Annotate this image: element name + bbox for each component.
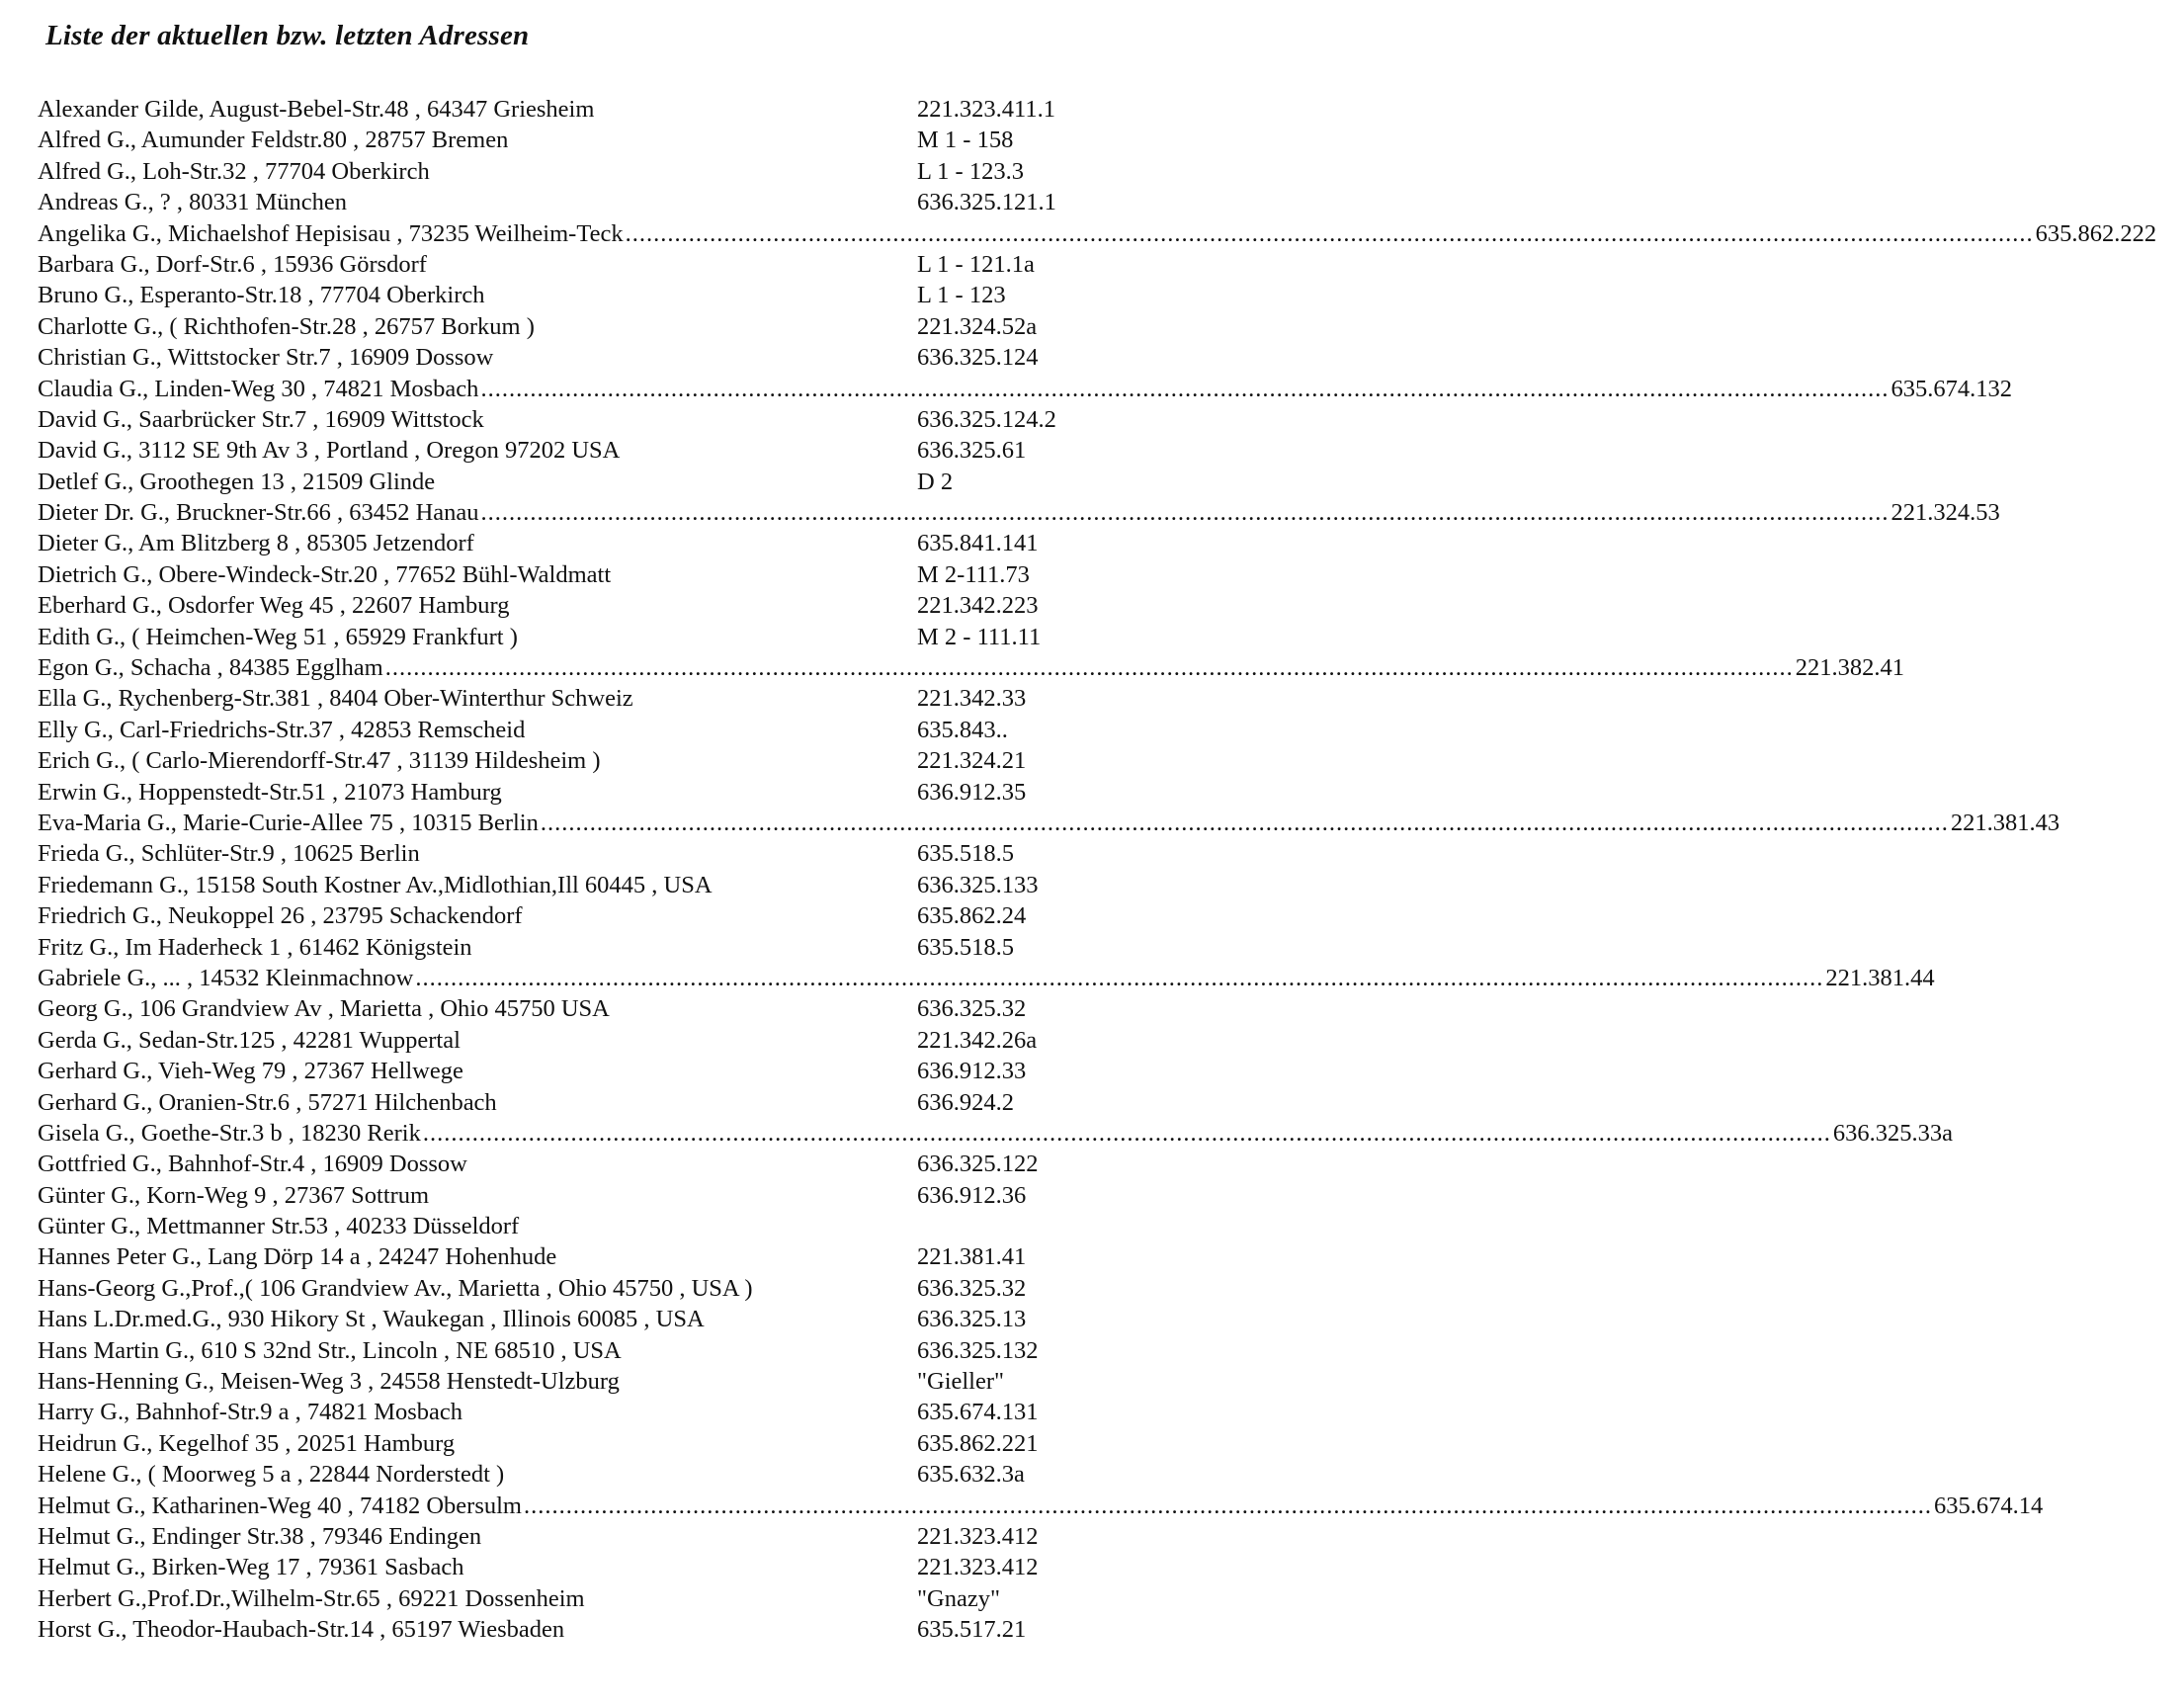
address-text: Gerhard G., Vieh-Weg 79 , 27367 Hellwege [38,1058,463,1085]
reference-code: M 1 - 158 [917,127,1014,154]
address-text: Gerhard G., Oranien-Str.6 , 57271 Hilchenbach [38,1088,497,1116]
reference-code: 635.517.21 [917,1616,1027,1644]
reference-code: 636.924.2 [917,1088,1014,1116]
address-text: Eva-Maria G., Marie-Curie-Allee 75 , 10315 Berlin [38,809,539,836]
reference-code: 635.841.141 [917,530,1039,557]
page-title: Liste der aktuellen bzw. letzten Adressen [45,20,530,51]
address-text: Edith G., ( Heimchen-Weg 51 , 65929 Frankfurt ) [38,623,518,650]
list-item [38,932,1065,963]
list-item [38,652,1904,683]
address-text: Gabriele G., ... , 14532 Kleinmachnow [38,964,414,991]
reference-code: 221.381.44 [1825,964,1935,991]
address-text: Helmut G., Endinger Str.38 , 79346 Endingen [38,1522,482,1550]
list-item [38,777,1065,808]
address-text: Andreas G., ? , 80331 München [38,189,347,216]
address-text: Dieter G., Am Blitzberg 8 , 85305 Jetzendorf [38,530,474,557]
list-item [38,622,1065,652]
reference-code: 636.325.33a [1832,1119,1953,1147]
reference-code: 636.325.121.1 [917,189,1056,216]
address-text: Bruno G., Esperanto-Str.18 , 77704 Oberkirch [38,282,485,309]
address-text: Friedrich G., Neukoppel 26 , 23795 Schackendorf [38,902,523,930]
address-text: Helmut G., Birken-Weg 17 , 79361 Sasbach [38,1554,464,1581]
list-item [38,1428,1065,1459]
reference-code: 221.381.41 [917,1243,1027,1271]
list-item [38,435,1065,466]
list-item [38,1180,1065,1211]
address-text: Günter G., Mettmanner Str.53 , 40233 Düsseldorf [38,1213,520,1240]
list-item [38,745,1065,776]
list-item [38,280,1065,310]
address-text: Gisela G., Goethe-Str.3 b , 18230 Rerik [38,1119,421,1147]
address-text: Hans Martin G., 610 S 32nd Str., Lincoln , NE 68510 , USA [38,1336,622,1364]
address-text: Detlef G., Groothegen 13 , 21509 Glinde [38,468,436,495]
list-item [38,311,1065,342]
address-text: Dietrich G., Obere-Windeck-Str.20 , 77652 Bühl-Waldmatt [38,560,612,588]
reference-code: 635.674.132 [1890,375,2012,402]
reference-code: 221.323.411.1 [917,96,1055,123]
address-text: Heidrun G., Kegelhof 35 , 20251 Hamburg [38,1429,456,1457]
dot-leader: ........................................................................................................................................................................................................ [480,499,1890,527]
reference-code: 221.382.41 [1795,654,1904,682]
list-item [38,1397,1065,1427]
reference-code: 221.342.223 [917,592,1039,620]
address-text: Erich G., ( Carlo-Mierendorff-Str.47 , 31139 Hildesheim ) [38,747,601,775]
address-text: Claudia G., Linden-Weg 30 , 74821 Mosbach [38,375,479,402]
list-item [38,1211,1065,1241]
list-item [38,342,1065,373]
reference-code: 635.862.221 [917,1429,1039,1457]
address-text: Hans-Georg G.,Prof.,( 106 Grandview Av., Marietta , Ohio 45750 , USA ) [38,1274,753,1302]
reference-code: L 1 - 123 [917,282,1006,309]
reference-code: "Gnazy" [917,1584,1000,1612]
address-text: Erwin G., Hoppenstedt-Str.51 , 21073 Hamburg [38,778,502,806]
list-item [38,125,1065,155]
list-item [38,1149,1065,1179]
reference-code: 636.325.132 [917,1336,1039,1364]
list-item [38,1335,1065,1366]
list-item [38,590,1065,621]
list-item [38,1273,1065,1304]
address-text: Eberhard G., Osdorfer Weg 45 , 22607 Hamburg [38,592,510,620]
reference-code: 636.325.122 [917,1151,1039,1178]
list-item [38,404,1065,435]
reference-code: 635.518.5 [917,840,1014,868]
reference-code: 636.325.32 [917,1274,1027,1302]
address-text: Gottfried G., Bahnhof-Str.4 , 16909 Dossow [38,1151,467,1178]
address-text: Barbara G., Dorf-Str.6 , 15936 Görsdorf [38,250,427,278]
list-item [38,1087,1065,1118]
list-item [38,1521,1065,1552]
reference-code: 635.674.131 [917,1399,1039,1426]
list-item [38,249,1065,280]
address-text: Gerda G., Sedan-Str.125 , 42281 Wuppertal [38,1026,461,1054]
list-item [38,838,1065,869]
list-item [38,467,1065,497]
address-text: Horst G., Theodor-Haubach-Str.14 , 65197 Wiesbaden [38,1616,565,1644]
address-text: Ella G., Rychenberg-Str.381 , 8404 Ober-Winterthur Schweiz [38,685,633,713]
list-item [38,1583,1065,1614]
reference-code: 636.912.36 [917,1181,1027,1209]
dot-leader: ........................................................................................................................................................................................................ [625,219,2034,247]
list-item [38,374,2012,404]
reference-code: 635.674.14 [1933,1492,2044,1519]
dot-leader: ........................................................................................................................................................................................................ [415,964,1824,991]
reference-code: 635.862.222 [2035,219,2157,247]
address-text: Günter G., Korn-Weg 9 , 27367 Sottrum [38,1181,430,1209]
address-text: Alexander Gilde, August-Bebel-Str.48 , 64347 Griesheim [38,96,595,123]
list-item [38,808,2060,838]
reference-code: 221.324.53 [1890,499,2000,527]
address-text: Friedemann G., 15158 South Kostner Av.,Midlothian,Ill 60445 , USA [38,871,713,898]
reference-code: M 2-111.73 [917,560,1030,588]
list-item [38,1025,1065,1056]
reference-code: 221.323.412 [917,1554,1039,1581]
list-item [38,559,1065,590]
reference-code: 636.325.32 [917,995,1027,1023]
address-text: Alfred G., Loh-Str.32 , 77704 Oberkirch [38,157,430,185]
list-item [38,1614,1065,1645]
reference-code: 221.323.412 [917,1522,1039,1550]
list-item [38,528,1065,558]
list-item [38,1491,2044,1521]
list-item [38,715,1065,745]
reference-code: 636.325.13 [917,1306,1027,1333]
reference-code: 221.342.26a [917,1026,1038,1054]
address-text: David G., Saarbrücker Str.7 , 16909 Wittstock [38,405,484,433]
reference-code: "Gieller" [917,1368,1005,1396]
dot-leader: ........................................................................................................................................................................................................ [480,375,1890,402]
address-text: Charlotte G., ( Richthofen-Str.28 , 26757 Borkum ) [38,312,535,340]
reference-code: 636.325.61 [917,437,1027,465]
address-text: David G., 3112 SE 9th Av 3 , Portland , Oregon 97202 USA [38,437,621,465]
list-item [38,218,2157,249]
reference-code: 635.632.3a [917,1461,1025,1489]
address-text: Georg G., 106 Grandview Av , Marietta , Ohio 45750 USA [38,995,610,1023]
list-item [38,1459,1065,1490]
address-text: Egon G., Schacha , 84385 Egglham [38,654,383,682]
dot-leader: ........................................................................................................................................................................................................ [384,654,1794,682]
address-text: Hans L.Dr.med.G., 930 Hikory St , Waukegan , Illinois 60085 , USA [38,1306,705,1333]
reference-code: L 1 - 121.1a [917,250,1035,278]
list-item [38,156,1065,187]
list-item [38,963,1935,993]
list-item [38,1056,1065,1086]
address-list [38,94,2157,1646]
list-item [38,1366,1065,1397]
reference-code: M 2 - 111.11 [917,623,1042,650]
address-text: Angelika G., Michaelshof Hepisisau , 73235 Weilheim-Teck [38,219,624,247]
list-item [38,993,1065,1024]
reference-code: 636.325.124 [917,344,1039,372]
reference-code: D 2 [917,468,954,495]
dot-leader: ........................................................................................................................................................................................................ [540,809,1949,836]
address-text: Hannes Peter G., Lang Dörp 14 a , 24247 Hohenhude [38,1243,557,1271]
list-item [38,870,1065,900]
reference-code: 636.912.33 [917,1058,1027,1085]
reference-code: 221.342.33 [917,685,1027,713]
address-text: Christian G., Wittstocker Str.7 , 16909 Dossow [38,344,494,372]
reference-code: 221.381.43 [1950,809,2060,836]
address-text: Harry G., Bahnhof-Str.9 a , 74821 Mosbach [38,1399,463,1426]
reference-code: 636.912.35 [917,778,1027,806]
dot-leader: ........................................................................................................................................................................................................ [523,1492,1932,1519]
address-text: Frieda G., Schlüter-Str.9 , 10625 Berlin [38,840,420,868]
reference-code: 635.843.. [917,716,1008,743]
reference-code: 635.862.24 [917,902,1027,930]
address-text: Herbert G.,Prof.Dr.,Wilhelm-Str.65 , 69221 Dossenheim [38,1584,585,1612]
address-text: Fritz G., Im Haderheck 1 , 61462 Königstein [38,933,472,961]
dot-leader: ........................................................................................................................................................................................................ [422,1119,1831,1147]
list-item [38,900,1065,931]
reference-code: 221.324.52a [917,312,1038,340]
address-text: Elly G., Carl-Friedrichs-Str.37 , 42853 Remscheid [38,716,526,743]
list-item [38,94,1065,125]
reference-code: 635.518.5 [917,933,1014,961]
list-item [38,187,1065,217]
address-text: Helene G., ( Moorweg 5 a , 22844 Norderstedt ) [38,1461,505,1489]
list-item [38,1241,1065,1272]
reference-code: 636.325.133 [917,871,1039,898]
list-item [38,683,1065,714]
reference-code: 221.324.21 [917,747,1027,775]
address-text: Dieter Dr. G., Bruckner-Str.66 , 63452 Hanau [38,499,479,527]
reference-code: 636.325.124.2 [917,405,1056,433]
address-text: Hans-Henning G., Meisen-Weg 3 , 24558 Henstedt-Ulzburg [38,1368,620,1396]
address-text: Helmut G., Katharinen-Weg 40 , 74182 Obersulm [38,1492,522,1519]
list-item [38,1552,1065,1582]
reference-code: L 1 - 123.3 [917,157,1024,185]
list-item [38,1118,1953,1149]
list-item [38,497,2000,528]
list-item [38,1304,1065,1334]
address-text: Alfred G., Aumunder Feldstr.80 , 28757 Bremen [38,127,509,154]
